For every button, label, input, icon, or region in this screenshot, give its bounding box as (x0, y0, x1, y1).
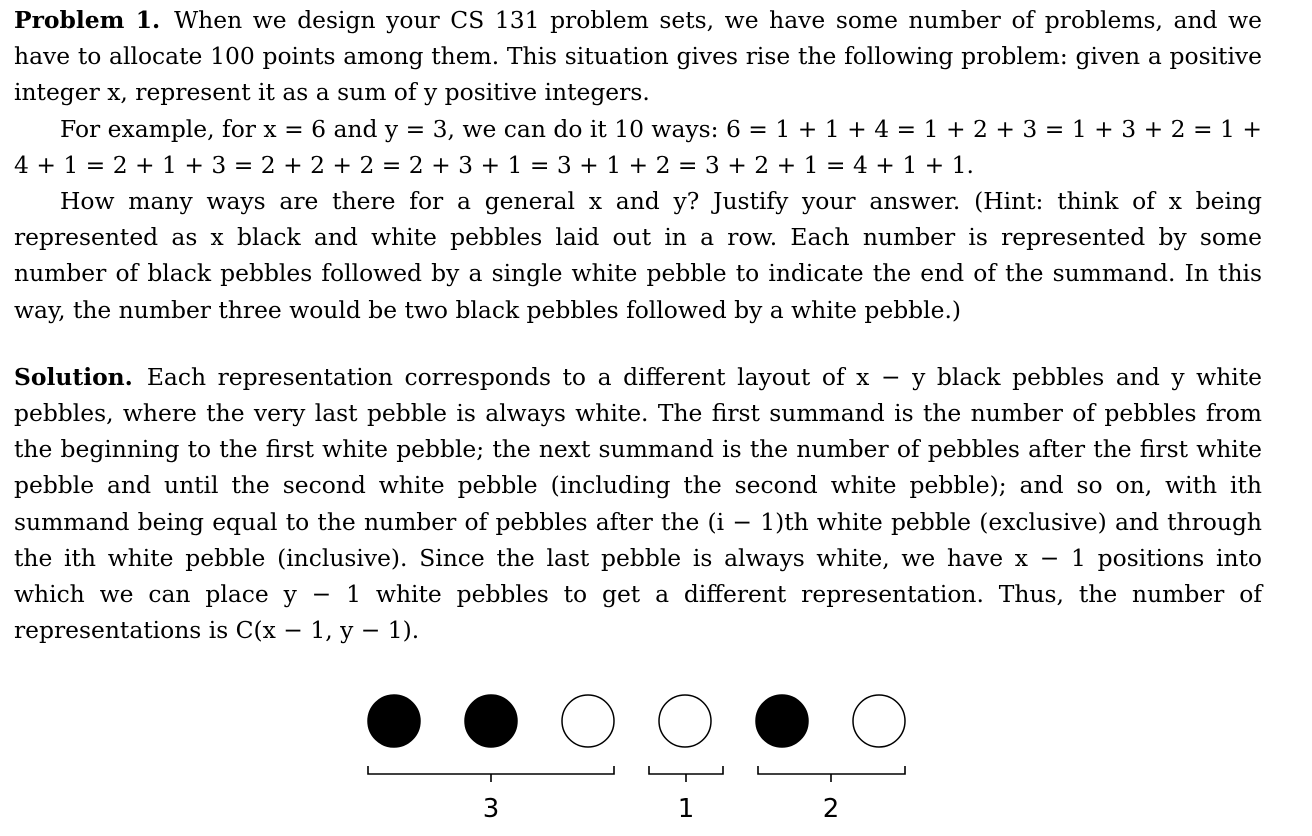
pebble-6-white (853, 695, 905, 747)
pebble-4-white (659, 695, 711, 747)
document-page (14, 2, 1262, 648)
group-label-2: 1 (677, 794, 695, 824)
pebble-3-white (562, 695, 614, 747)
solution-paragraph (14, 359, 1262, 649)
problem-paragraph-3: How many ways are there for a general x and y? Justify your answer. (Hint: think of x being represented as x black and white pebbles laid out in a row. Each number is represented by some number of black pebbles followed by a single white pebble to indicate the end of the summand. In this way, the number three would be two black pebbles followed by a white pebble.) (14, 187, 1262, 324)
problem-paragraph-2: For example, for x = 6 and y = 3, we can do it 10 ways: 6 = 1 + 1 + 4 = 1 + 2 + 3 = 1 + 3 + 2 = 1 + 4 + 1 = 2 + 1 + 3 = 2 + 2 + 2 = 2 + 3 + 1 = 3 + 1 + 2 = 3 + 2 + 1 = 4 + 1 + 1. (14, 114, 1262, 179)
group-label-1: 3 (482, 794, 500, 824)
problem-text-1: When we design your CS 131 problem sets, we have some number of problems, and we have to allocate 100 points among them. This situation gives rise the following problem: given a positive integer x, represent it as a sum of y positive integers. (14, 6, 1262, 107)
pebble-1-black (368, 695, 420, 747)
brace-group-3 (758, 766, 905, 782)
problem-paragraph-1 (14, 2, 1262, 111)
solution-heading: Solution. (14, 362, 133, 391)
problem-heading: Problem 1. (14, 6, 161, 34)
pebble-2-black (465, 695, 517, 747)
brace-group-1 (368, 766, 614, 782)
group-label-3: 2 (822, 794, 840, 824)
pebble-5-black (756, 695, 808, 747)
solution-text: Each representation corresponds to a different layout of x − y black pebbles and y white pebbles, where the very last pebble is always white. The first summand is the number of pebbles from the beginning to the first white pebble; the next summand is the number of pebbles after the first white pebble and until the second white pebble (including the second white pebble); and so on, with ith summand being equal to the number of pebbles after the (i − 1)th white pebble (exclusive) and through the ith white pebble (inclusive). Since the last pebble is always white, we have x − 1 positions into which we can place y − 1 white pebbles to get a different representation. Thus, the number of representations is C(x − 1, y − 1). (14, 362, 1262, 645)
brace-group-2 (649, 766, 723, 782)
pebble-diagram (350, 680, 930, 830)
